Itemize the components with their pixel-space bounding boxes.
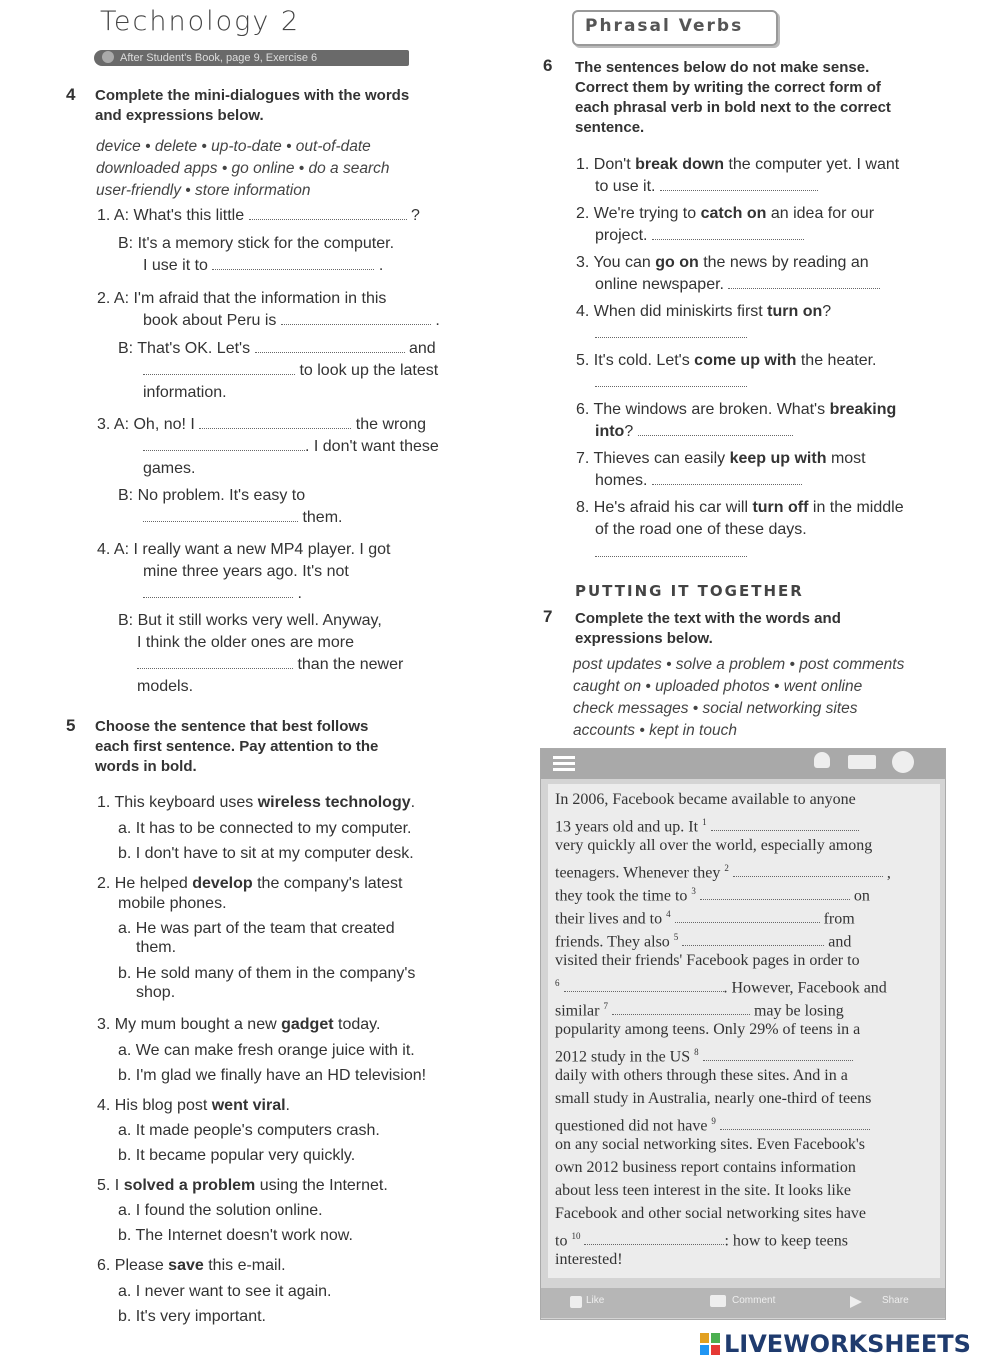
exercise-number: 6 (543, 56, 553, 75)
post-toolbar (541, 749, 945, 779)
page-title: Technology 2 (100, 6, 301, 37)
answer-blank[interactable] (612, 1001, 750, 1015)
like-button[interactable]: Like (586, 1295, 605, 1306)
text-line: Facebook and other social networking sites have (555, 1205, 867, 1222)
dialogue-line: I use it to . (143, 257, 384, 274)
word-bank: post updates • solve a problem • post comments caught on • uploaded photos • went online check messages • social networking sites accounts • kept in touch (573, 656, 905, 739)
dialogue-line: to look up the latest (143, 360, 438, 382)
exercise-number: 5 (66, 716, 76, 735)
answer-blank[interactable] (143, 437, 305, 451)
dialogue-line: games. (143, 460, 196, 477)
text-line: very quickly all over the world, especially among (555, 837, 873, 854)
section-label: Phrasal Verbs (585, 16, 744, 36)
sentence-line (595, 542, 747, 564)
sentence-line: 6. The windows are broken. What's breaking (576, 401, 897, 418)
dialogue-line: B: But it still works very well. Anyway, (118, 612, 382, 629)
text-line: 2012 study in the US $^8$ (555, 1041, 853, 1068)
sentence-line: into? (595, 421, 793, 443)
option-a[interactable]: a. He was part of the team that created them. (118, 920, 395, 956)
dialogue-line: book about Peru is . (143, 312, 440, 329)
option-b[interactable]: b. It's very important. (118, 1308, 266, 1325)
answer-blank[interactable] (137, 655, 293, 669)
sentence-line: online newspaper. (595, 274, 880, 296)
text-line: on any social networking sites. Even Facebook's (555, 1136, 865, 1153)
sentence-line: of the road one of these days. (595, 521, 807, 538)
answer-blank[interactable] (143, 508, 298, 522)
text-line: In 2006, Facebook became available to anyone (555, 791, 856, 808)
text-line: their lives and to $^4$ from (555, 909, 855, 928)
answer-blank[interactable] (675, 909, 820, 923)
answer-blank[interactable] (652, 471, 802, 485)
globe-icon (892, 751, 914, 773)
exercise-instruction: Choose the sentence that best follows each first sentence. Pay attention to the words in bold. (95, 718, 379, 775)
sentence-line: project. (595, 225, 804, 247)
answer-blank[interactable] (595, 324, 747, 338)
dialogue-line: models. (137, 678, 194, 695)
question-line: 3. My mum bought a new gadget today. (97, 1016, 381, 1033)
answer-blank[interactable] (652, 226, 804, 240)
option-b[interactable]: b. It became popular very quickly. (118, 1147, 356, 1164)
dialogue-line: . (143, 583, 302, 605)
like-icon (570, 1296, 582, 1308)
sentence-line: 2. We're trying to catch on an idea for our (576, 205, 875, 222)
reference-banner (94, 50, 409, 66)
section-heading: PUTTING IT TOGETHER (575, 582, 804, 600)
text-line: similar $^7$ may be losing (555, 1001, 844, 1020)
answer-blank[interactable] (595, 373, 747, 387)
text-line: to $^{10}$ : how to keep teens (555, 1231, 848, 1250)
text-line: small study in Australia, nearly one-third of teens (555, 1090, 872, 1107)
option-a[interactable]: a. I never want to see it again. (118, 1283, 332, 1300)
dialogue-line: B: It's a memory stick for the computer. (118, 235, 395, 252)
question-line: 2. He helped develop the company's latest (97, 875, 403, 892)
comment-icon (710, 1295, 726, 1307)
answer-blank[interactable] (584, 1231, 724, 1245)
option-b[interactable]: b. He sold many of them in the company's shop. (118, 965, 416, 1001)
sentence-line (595, 323, 747, 345)
answer-blank[interactable] (249, 206, 407, 220)
sentence-line: 8. He's afraid his car will turn off in the middle (576, 499, 904, 516)
banner-text: After Student's Book, page 9, Exercise 6 (120, 52, 318, 64)
answer-blank[interactable] (143, 584, 293, 598)
text-line: about less teen interest in the site. It looks like (555, 1182, 851, 1199)
answer-blank[interactable] (638, 422, 793, 436)
option-a[interactable]: a. It has to be connected to my computer. (118, 820, 412, 837)
option-b[interactable]: b. I don't have to sit at my computer desk. (118, 845, 414, 862)
dialogue-line: . I don't want these (143, 436, 439, 458)
answer-blank[interactable] (703, 1047, 853, 1061)
exercise-instruction: Complete the text with the words and expressions below. (575, 610, 841, 647)
dialogue-line: 3. A: Oh, no! I the wrong (97, 416, 427, 433)
answer-blank[interactable] (700, 886, 850, 900)
sentence-line: 4. When did miniskirts first turn on? (576, 303, 832, 320)
answer-blank[interactable] (281, 311, 431, 325)
dialogue-line: B: No problem. It's easy to (118, 487, 306, 504)
message-icon (848, 755, 876, 769)
liveworksheets-logo[interactable]: LIVEWORKSHEETS (724, 1330, 971, 1358)
text-line: 13 years old and up. It $^1$ (555, 811, 859, 838)
text-line: own 2012 business report contains information (555, 1159, 856, 1176)
option-a[interactable]: a. We can make fresh orange juice with it. (118, 1042, 415, 1059)
option-b[interactable]: b. I'm glad we finally have an HD television! (118, 1067, 427, 1084)
sentence-line (595, 372, 747, 394)
dialogue-line: mine three years ago. It's not (143, 563, 349, 580)
text-line: popularity among teens. Only 29% of teens in a (555, 1021, 861, 1038)
comment-button[interactable]: Comment (732, 1295, 776, 1306)
text-line: interested! (555, 1251, 623, 1268)
text-line: questioned did not have $^9$ (555, 1110, 870, 1137)
text-line: $^6$ . However, Facebook and (555, 978, 887, 997)
sentence-line: homes. (595, 470, 802, 492)
sentence-line: to use it. (595, 176, 818, 198)
arrow-icon (102, 51, 114, 63)
exercise-instruction: The sentences below do not make sense. Correct them by writing the correct form of each phrasal verb in bold next to the correct sentence. (575, 59, 891, 136)
dialogue-line: B: That's OK. Let's and (118, 340, 436, 357)
sentence-line: 3. You can go on the news by reading an (576, 254, 869, 271)
answer-blank[interactable] (255, 339, 405, 353)
share-button[interactable]: Share (882, 1295, 909, 1306)
answer-blank[interactable] (212, 256, 374, 270)
text-line: daily with others through these sites. And in a (555, 1067, 848, 1084)
liveworksheets-logo-icon (700, 1333, 720, 1355)
sentence-line: 1. Don't break down the computer yet. I want (576, 156, 900, 173)
answer-blank[interactable] (733, 863, 883, 877)
text-line: friends. They also $^5$ and (555, 932, 852, 951)
answer-blank[interactable] (564, 978, 724, 992)
dialogue-line: them. (143, 507, 342, 529)
option-a[interactable]: a. I found the solution online. (118, 1202, 323, 1219)
answer-blank[interactable] (143, 361, 295, 375)
question-line: 5. I solved a problem using the Internet. (97, 1177, 388, 1194)
question-line: 4. His blog post went viral. (97, 1097, 290, 1114)
answer-blank[interactable] (682, 932, 824, 946)
exercise-number: 4 (66, 85, 76, 104)
answer-blank[interactable] (199, 415, 351, 429)
option-b[interactable]: b. The Internet doesn't work now. (118, 1227, 353, 1244)
profile-icon (814, 752, 830, 768)
exercise-instruction: Complete the mini-dialogues with the words and expressions below. (95, 87, 410, 124)
sentence-line: 7. Thieves can easily keep up with most (576, 450, 866, 467)
dialogue-line: I think the older ones are more (137, 634, 355, 651)
share-icon (850, 1296, 862, 1308)
word-bank: device • delete • up-to-date • out-of-date downloaded apps • go online • do a search user-friendly • store information (96, 138, 390, 199)
dialogue-line: information. (143, 384, 227, 401)
text-line: they took the time to $^3$ on (555, 886, 870, 905)
answer-blank[interactable] (728, 275, 880, 289)
answer-blank[interactable] (720, 1116, 870, 1130)
menu-icon (553, 756, 575, 759)
answer-blank[interactable] (711, 817, 859, 831)
dialogue-line: than the newer (137, 654, 403, 676)
answer-blank[interactable] (660, 177, 818, 191)
dialogue-line: 4. A: I really want a new MP4 player. I got (97, 541, 391, 558)
exercise-number: 7 (543, 607, 553, 626)
sentence-line: 5. It's cold. Let's come up with the heater. (576, 352, 877, 369)
text-line: teenagers. Whenever they $^2$ , (555, 863, 891, 882)
dialogue-line: 1. A: What's this little ? (97, 207, 420, 224)
question-line: 6. Please save this e-mail. (97, 1257, 286, 1274)
dialogue-line: 2. A: I'm afraid that the information in this (97, 290, 387, 307)
answer-blank[interactable] (595, 543, 747, 557)
question-line: 1. This keyboard uses wireless technology. (97, 794, 416, 811)
option-a[interactable]: a. It made people's computers crash. (118, 1122, 380, 1139)
question-line: mobile phones. (118, 895, 227, 912)
text-line: visited their friends' Facebook pages in order to (555, 952, 860, 969)
